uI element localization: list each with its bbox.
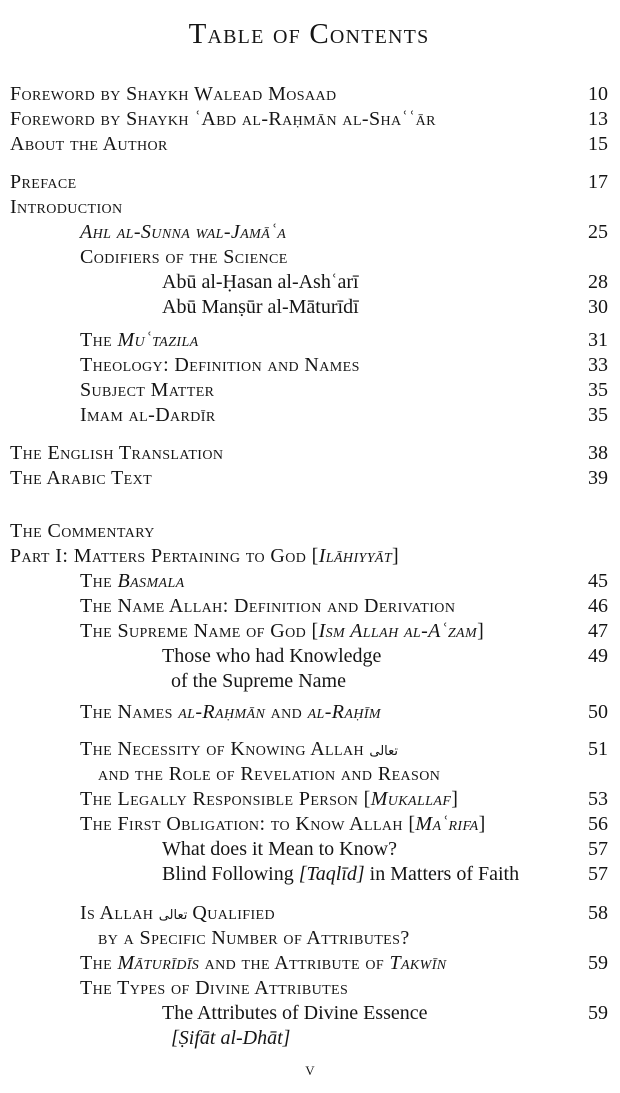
toc-entry-segment: [Ṣifāt al-Dhāt] <box>171 1027 291 1049</box>
toc-row <box>10 378 608 403</box>
toc-entry-page: 57 <box>588 863 608 885</box>
toc-entry-label <box>162 1001 428 1026</box>
toc-entry-page: 35 <box>588 404 608 426</box>
toc-row <box>10 951 608 976</box>
toc-entry-label <box>98 762 440 787</box>
toc-row <box>10 737 608 762</box>
toc-entry-label <box>162 295 359 320</box>
toc-entry-page: 39 <box>588 467 608 489</box>
toc-entry-page: 49 <box>588 645 608 667</box>
toc-entry-label <box>80 976 348 1001</box>
toc-entry-segment: by a Specific Number of Attributes? <box>98 927 410 949</box>
toc-entry-page: 51 <box>588 738 608 760</box>
page-title: Table of Contents <box>188 18 430 50</box>
toc-row <box>10 669 608 694</box>
toc-entry-label <box>80 700 381 725</box>
toc-entry-page: 28 <box>588 271 608 293</box>
toc-entry-segment: Ism Allah al-Aʿzam <box>318 620 478 642</box>
toc-entry-segment: The Arabic Text <box>10 467 153 489</box>
toc-entry-segment: Abū al-Ḥasan al-Ashʿarī <box>162 271 359 293</box>
toc-entry-label <box>10 544 399 569</box>
toc-entry-label <box>80 901 275 926</box>
toc-row <box>10 700 608 725</box>
toc-entry-segment: Imam al-Dardīr <box>80 404 216 426</box>
toc-entry-segment: The <box>80 952 118 974</box>
toc-row <box>10 82 608 107</box>
toc-entry-label <box>162 270 359 295</box>
toc-entry-page: 50 <box>588 701 608 723</box>
toc-entry-segment: [Taqlīd] <box>298 863 365 885</box>
toc-entry-label <box>80 328 199 353</box>
toc-row <box>10 170 608 195</box>
toc-entry-label <box>10 170 77 195</box>
toc-entry-page: 15 <box>588 133 608 155</box>
toc-entry-label <box>80 245 288 270</box>
toc-entry-page: 59 <box>588 952 608 974</box>
toc-entry-segment: The Names <box>80 701 179 723</box>
toc-row <box>10 1001 608 1026</box>
toc-entry-segment: Introduction <box>10 196 123 218</box>
toc-row <box>10 837 608 862</box>
toc-entry-page: 45 <box>588 570 608 592</box>
toc-entry-segment: in Matters of Faith <box>364 863 520 885</box>
toc-entry-segment: al-Raḥmān <box>178 701 266 723</box>
toc-entry-segment: ] <box>451 788 459 810</box>
toc-entry-segment: Basmala <box>117 570 185 592</box>
toc-row <box>10 644 608 669</box>
toc-row <box>10 519 608 544</box>
toc-entry-segment: and <box>265 701 308 723</box>
toc-entry-segment: and the Attribute of <box>199 952 390 974</box>
toc-entry-segment: Foreword by Shaykh ʿAbd al-Raḥmān al-Shaʿʿār <box>10 108 436 130</box>
toc-entry-label <box>80 787 458 812</box>
toc-row <box>10 466 608 491</box>
toc-entry-segment: Blind Following <box>162 863 299 885</box>
toc-entry-segment: The Attributes of Divine Essence <box>162 1002 428 1024</box>
toc-entry-segment: Part I: Matters Pertaining to God [ <box>10 545 319 567</box>
toc-row <box>10 762 608 787</box>
toc-entry-page: 47 <box>588 620 608 642</box>
toc-entry-label <box>80 594 455 619</box>
toc-entry-segment: al-Raḥīm <box>307 701 381 723</box>
toc-entry-label <box>10 82 337 107</box>
toc-row <box>10 787 608 812</box>
toc-entry-segment: Mukallaf <box>370 788 452 810</box>
toc-entry-segment: Foreword by Shaykh Walead Mosaad <box>10 83 337 105</box>
toc-entry-segment: Preface <box>10 171 77 193</box>
toc-entry-label <box>10 441 223 466</box>
toc-entry-label <box>162 644 381 669</box>
toc-entry-segment: Abū Manṣūr al-Māturīdī <box>162 296 359 318</box>
toc-entry-page: 38 <box>588 442 608 464</box>
toc-entry-page: 13 <box>588 108 608 130</box>
toc-row <box>10 245 608 270</box>
toc-row <box>10 441 608 466</box>
toc-list <box>10 82 608 1051</box>
toc-entry-label <box>98 926 410 951</box>
toc-row <box>10 976 608 1001</box>
folio-page-number: v <box>305 1059 315 1079</box>
toc-row <box>10 926 608 951</box>
toc-entry-label <box>80 378 214 403</box>
toc-entry-label <box>80 951 447 976</box>
toc-entry-page: 30 <box>588 296 608 318</box>
toc-entry-label <box>80 403 216 428</box>
toc-entry-page: 35 <box>588 379 608 401</box>
toc-row <box>10 1026 608 1051</box>
toc-entry-label <box>80 619 484 644</box>
toc-entry-label <box>80 353 360 378</box>
toc-entry-page: 33 <box>588 354 608 376</box>
toc-row <box>10 353 608 378</box>
toc-entry-page: 56 <box>588 813 608 835</box>
toc-entry-segment: Muʿtazila <box>117 329 199 351</box>
toc-entry-label <box>171 669 346 694</box>
toc-row <box>10 295 608 320</box>
toc-entry-segment: The Legally Responsible Person [ <box>80 788 371 810</box>
toc-entry-label <box>162 837 397 862</box>
toc-entry-page: 25 <box>588 221 608 243</box>
toc-entry-segment: and the Role of Revelation and Reason <box>98 763 441 785</box>
toc-entry-segment: Those who had Knowledge <box>162 645 382 667</box>
toc-row <box>10 901 608 926</box>
toc-entry-segment: The Supreme Name of God [ <box>80 620 319 642</box>
toc-entry-segment: Māturīdīs <box>117 952 200 974</box>
toc-entry-segment: Ilāhiyyāt <box>318 545 393 567</box>
toc-entry-segment: The Commentary <box>10 520 155 542</box>
toc-entry-label <box>10 466 152 491</box>
toc-entry-segment: The Name Allah: Definition and Derivation <box>80 595 456 617</box>
toc-entry-label <box>162 862 519 887</box>
toc-row <box>10 569 608 594</box>
toc-row <box>10 403 608 428</box>
toc-entry-label <box>80 737 398 762</box>
toc-row <box>10 107 608 132</box>
toc-entry-page: 31 <box>588 329 608 351</box>
toc-entry-segment: The <box>80 570 118 592</box>
toc-entry-segment: Subject Matter <box>80 379 215 401</box>
toc-entry-segment: The First Obligation: to Know Allah [ <box>80 813 416 835</box>
toc-row <box>10 812 608 837</box>
toc-entry-page: 57 <box>588 838 608 860</box>
toc-entry-segment: ] <box>477 620 485 642</box>
toc-row <box>10 220 608 245</box>
toc-row <box>10 544 608 569</box>
toc-entry-label <box>10 132 168 157</box>
toc-row <box>10 270 608 295</box>
toc-entry-segment: Ahl al-Sunna wal-Jamāʿa <box>80 221 287 243</box>
toc-row <box>10 328 608 353</box>
toc-entry-segment: The English Translation <box>10 442 224 464</box>
toc-entry-segment: The Necessity of Knowing Allah <box>80 738 370 760</box>
toc-entry-segment: Theology: Definition and Names <box>80 354 360 376</box>
toc-row <box>10 862 608 887</box>
toc-entry-segment: ] <box>478 813 486 835</box>
toc-entry-segment: The <box>80 329 118 351</box>
toc-entry-label <box>10 107 436 132</box>
toc-entry-segment: Codifiers of the Science <box>80 246 288 268</box>
toc-row <box>10 594 608 619</box>
allah-honorific: تعالى <box>369 744 399 759</box>
allah-honorific: تعالى <box>158 908 188 923</box>
toc-entry-label <box>171 1026 290 1051</box>
toc-entry-label <box>80 220 286 245</box>
toc-entry-segment: Maʿrifa <box>415 813 479 835</box>
toc-entry-label <box>10 195 123 220</box>
toc-entry-segment: What does it Mean to Know? <box>162 838 397 860</box>
toc-entry-label <box>10 519 155 544</box>
toc-entry-page: 58 <box>588 902 608 924</box>
toc-entry-segment: Qualified <box>187 902 275 924</box>
toc-entry-segment: of the Supreme Name <box>171 670 346 692</box>
toc-entry-page: 53 <box>588 788 608 810</box>
toc-entry-page: 59 <box>588 1002 608 1024</box>
toc-entry-segment: ] <box>392 545 400 567</box>
toc-entry-segment: The Types of Divine Attributes <box>80 977 349 999</box>
toc-entry-label <box>80 569 185 594</box>
toc-entry-segment: Is Allah <box>80 902 159 924</box>
toc-entry-page: 17 <box>588 171 608 193</box>
toc-row <box>10 619 608 644</box>
toc-entry-label <box>80 812 486 837</box>
toc-row <box>10 195 608 220</box>
toc-entry-page: 46 <box>588 595 608 617</box>
toc-entry-segment: About the Author <box>10 133 168 155</box>
toc-entry-page: 10 <box>588 83 608 105</box>
toc-row <box>10 132 608 157</box>
toc-entry-segment: Takwīn <box>389 952 447 974</box>
